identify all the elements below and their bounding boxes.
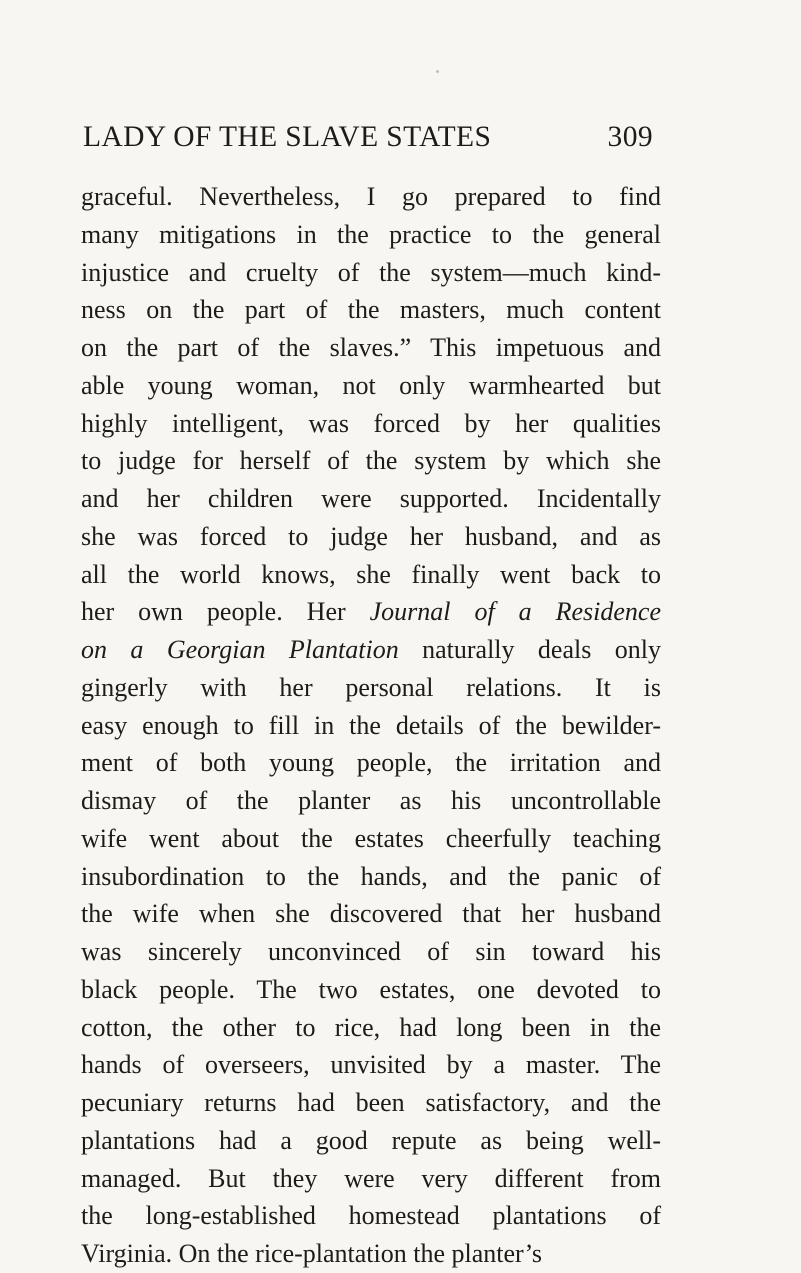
page-number: 309 [607, 121, 653, 153]
text-line: graceful. Nevertheless, I go prepared to find [81, 182, 661, 211]
text-line: black people. The two estates, one devoted to [81, 974, 661, 1004]
text-line: Virginia. On the rice-plantation the planter’s [81, 1239, 543, 1268]
text-line: on the part of the slaves.” This impetuous and [81, 333, 661, 362]
italic-title: on a Georgian Plantation [81, 635, 399, 664]
text-line: injustice and cruelty of the system—much kind- [81, 257, 661, 287]
text-line: ness on the part of the masters, much content [81, 295, 661, 325]
text-segment: naturally deals only [398, 635, 661, 664]
running-head [83, 117, 653, 157]
text-line: and her children were supported. Incidentally [81, 484, 661, 513]
text-line: cotton, the other to rice, had long been in the [81, 1012, 661, 1042]
text-line: gingerly with her personal relations. It is [81, 672, 661, 702]
paper-speck [436, 70, 439, 73]
text-line: the wife when she discovered that her husband [81, 899, 661, 929]
text-line: to judge for herself of the system by which she [81, 446, 661, 476]
text-line: was sincerely unconvinced of sin toward his [81, 937, 661, 966]
italic-title: Journal of a Residence [369, 597, 661, 627]
text-segment: her own people. Her [81, 597, 370, 627]
body-text [81, 178, 661, 1273]
text-line [81, 593, 661, 631]
text-line: managed. But they were very different from [81, 1163, 661, 1193]
text-line: dismay of the planter as his uncontrollable [81, 786, 661, 815]
text-line: plantations had a good repute as being well- [81, 1125, 661, 1155]
text-line: many mitigations in the practice to the general [81, 219, 661, 249]
text-line: hands of overseers, unvisited by a master. The [81, 1050, 661, 1080]
text-line: insubordination to the hands, and the panic of [81, 861, 661, 891]
text-line: the long-established homestead plantations of [81, 1201, 661, 1231]
text-line [81, 631, 661, 669]
text-line: all the world knows, she finally went back to [81, 559, 661, 589]
text-line: ment of both young people, the irritation and [81, 748, 661, 778]
running-head-title: LADY OF THE SLAVE STATES [83, 121, 492, 153]
text-line: pecuniary returns had been satisfactory, and the [81, 1088, 661, 1117]
text-line: wife went about the estates cheerfully teaching [81, 823, 661, 853]
text-line: able young woman, not only warmhearted but [81, 370, 661, 400]
text-line: highly intelligent, was forced by her qualities [81, 408, 661, 438]
text-line: easy enough to fill in the details of the bewilder- [81, 710, 661, 740]
text-line: she was forced to judge her husband, and as [81, 521, 661, 551]
